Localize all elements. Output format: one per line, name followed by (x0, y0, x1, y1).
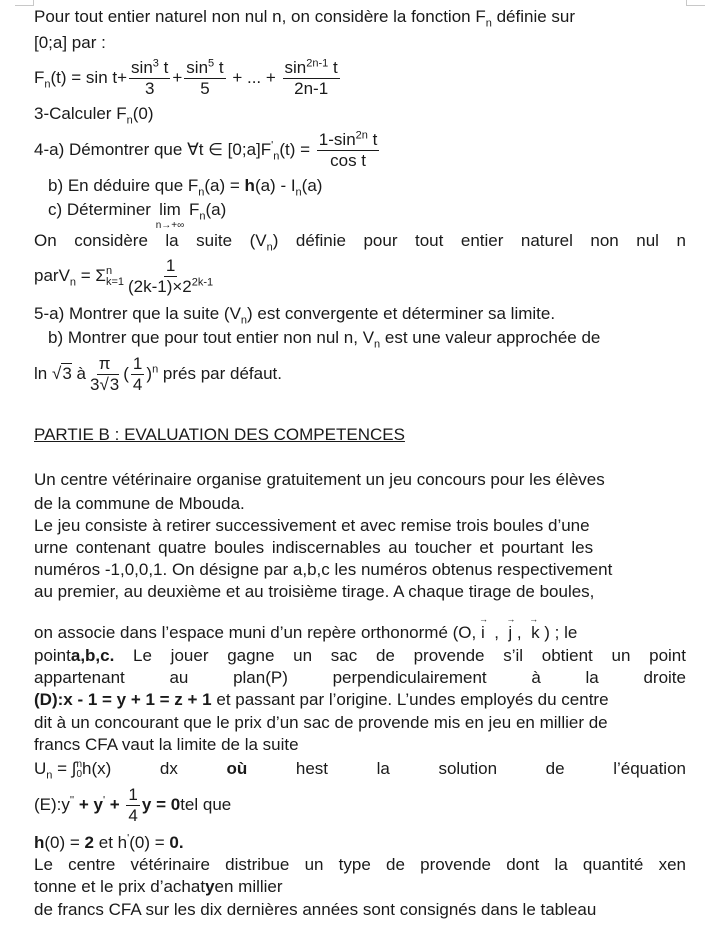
word: un (293, 646, 313, 665)
word: la (376, 759, 390, 778)
paragraph-4-line-1 (34, 854, 686, 876)
sum-upper: n (105, 264, 113, 277)
vector-j: → j (508, 622, 512, 644)
word: sac (330, 646, 358, 665)
q5b-text: b) Montrer que pour tout entier non nul n, V (48, 328, 375, 347)
word: l’équation (613, 759, 686, 778)
subscript: n (44, 78, 51, 91)
exponent: 3 (152, 57, 159, 70)
paragraph-2-line-2: urne contenant quatre boules indiscernables au toucher et pourtant les (34, 538, 594, 557)
denominator: 4 (132, 375, 143, 395)
word: s’il (503, 646, 524, 665)
fraction-quarter-E (126, 785, 139, 826)
subscript: n (295, 186, 302, 199)
word: dx (159, 759, 178, 778)
word: Le (133, 646, 152, 665)
vector-k: → k (531, 622, 540, 644)
paragraph-3-line-3 (34, 667, 686, 689)
part-b-heading: PARTIE B : EVALUATION DES COMPETENCES (34, 425, 405, 444)
denominator: 5 (200, 79, 210, 99)
suite-intro (34, 230, 686, 252)
subscript: n (273, 150, 280, 163)
word: de (386, 855, 405, 874)
lower-bound: 0 (76, 768, 82, 780)
fraction-derivative (317, 130, 380, 171)
q5a-text: 5-a) Montrer que la suite (V (34, 304, 241, 323)
zero: 0. (169, 833, 184, 852)
question-4c (48, 199, 700, 231)
fraction-term2 (184, 58, 225, 99)
word: xen (658, 855, 686, 874)
vector-i: → i (481, 622, 485, 644)
q4b-text: b) En déduire que F (48, 176, 199, 195)
line-D-equation: (D):x - 1 = y + 1 = z + 1 (34, 690, 212, 709)
word: gagne (227, 646, 275, 665)
word: considère (74, 231, 148, 250)
den-pre: 3 (89, 375, 100, 395)
word: provende (420, 855, 491, 874)
subscript: n (240, 314, 248, 327)
ln: ln (34, 364, 52, 383)
word: appartenant (34, 668, 125, 687)
word: obtient (541, 646, 593, 665)
repere-end: ) ; le (544, 623, 578, 642)
h0: (0) = (44, 833, 85, 852)
word: On (34, 231, 57, 250)
y-bold: y (205, 877, 215, 896)
subscript: n (126, 114, 133, 127)
word: la (165, 231, 179, 250)
exponent: 2n (355, 129, 368, 142)
q5a-end: ) est convergente et déterminer sa limite. (247, 304, 556, 323)
q4b-after: (a) - I (254, 176, 296, 195)
fraction-quarter (131, 354, 144, 395)
word: $(V_n)$ (249, 231, 279, 254)
paragraph-3-line-4 (34, 689, 686, 711)
word: suite (196, 231, 233, 250)
a-word: à (71, 364, 86, 383)
q3-text: 3-Calculer F (34, 104, 127, 123)
word: entier (460, 231, 504, 250)
q3-end: (0) (132, 104, 154, 123)
double-prime: '' (69, 794, 75, 807)
numerator: π (98, 354, 111, 374)
paren: ) (146, 364, 153, 383)
word: n (676, 231, 686, 250)
paragraph-2-line-1: Le jeu consiste à retirer successivement et avec remise trois boules d’une (34, 516, 590, 535)
paragraph-4-line-2 (34, 876, 686, 898)
upper-bound: n (76, 758, 82, 770)
paragraph-2-line-3: numéros -1,0,0,1. On désigne par a,b,c les numéros obtenus respectivement (34, 560, 613, 579)
initial-conditions (34, 832, 686, 854)
ellipsis: + ... + (227, 68, 281, 87)
word: solution (438, 759, 498, 778)
word: tout (415, 231, 444, 250)
den-sqrt: 3 (109, 375, 120, 395)
subscript: n (374, 338, 381, 351)
et-h: et h (94, 833, 128, 852)
word: nul (636, 231, 659, 250)
paragraph-3-line-1: on associe dans l’espace muni d’un repère orthonormé (O, → i , → j , → k ) ; le (34, 622, 686, 644)
repere-text: on associe dans l’espace muni d’un repère orthonormé (O, (34, 623, 481, 642)
Fn-lhs: (t) = sin t+ (50, 68, 128, 87)
Un-lhs (34, 758, 111, 780)
question-5b-line2: ln √3 à $\frac{\pi}{3√3}$ ( $\frac{1}{4}$ )$^n$ prés par défaut. (34, 354, 282, 395)
numerator: 1 (128, 785, 138, 805)
denominator: 4 (128, 806, 138, 826)
V-open: (V (249, 231, 267, 250)
sum-bounds (106, 266, 124, 288)
sin: sin (284, 58, 307, 78)
U-symbol: U (34, 759, 47, 778)
equation-E (34, 783, 686, 827)
sum-lower: k=1 (105, 275, 124, 288)
subscript: n (199, 210, 206, 223)
p4-pre: tonne et le prix d’achat (34, 877, 206, 896)
plus: + (105, 795, 125, 814)
eq-zero: = 0 (151, 795, 181, 814)
word: droite (643, 668, 686, 687)
sin: sin (131, 58, 153, 78)
exponent: 5 (208, 57, 215, 70)
fraction-pi: $\frac{\pi}{3√3}$ (89, 354, 120, 395)
p4-end: en millier (214, 877, 283, 896)
t: t (214, 58, 224, 78)
subscript: n (485, 17, 492, 30)
line-D-rest: et passant par l’origine. L’undes employés du centre (211, 690, 609, 709)
fraction-termn (283, 58, 340, 99)
prime: ' (102, 794, 106, 807)
intro-line-2: [0;a] par : (34, 33, 106, 52)
word: un (304, 855, 324, 874)
E-end: tel que (180, 795, 232, 814)
denominator: (2k-1)×2 (127, 277, 192, 297)
q4c-end: (a) (205, 200, 227, 219)
parV: parV (34, 266, 70, 285)
paragraph-3-line-6: francs CFA vaut la limite de la suite (34, 735, 299, 754)
page-corner-left (15, 0, 34, 6)
paragraph-3-line-2 (34, 645, 686, 667)
lim-under: n→+∞ (155, 220, 185, 231)
subscript: n (69, 276, 77, 289)
F-symbol: F (34, 68, 45, 87)
word: Le (34, 855, 53, 874)
Vn-definition (34, 254, 686, 298)
q4c-text: c) Déterminer (48, 200, 156, 219)
subscript: n (46, 769, 53, 782)
question-5a (34, 303, 686, 325)
intro-text-end: définie sur (491, 7, 576, 26)
abc-bold: a,b,c. (70, 646, 115, 665)
word: de (375, 646, 395, 665)
word: la (585, 668, 599, 687)
fraction-term1 (129, 58, 170, 99)
q4b-end: (a) (301, 176, 323, 195)
word: provende (413, 646, 485, 665)
word: non (590, 231, 619, 250)
paragraph-1-line-1: Un centre vétérinaire organise gratuitement un jeu concours pour les élèves (34, 470, 605, 489)
h-symbol: h (244, 176, 255, 195)
q5b-end2: prés par défaut. (158, 364, 282, 383)
limit (156, 199, 185, 231)
plus-y: + y (74, 795, 103, 814)
word: un (611, 646, 631, 665)
prime: ' (127, 832, 130, 845)
fraction-Vn (126, 256, 215, 297)
exponent: 2k-1 (191, 276, 214, 289)
question-4b (48, 175, 700, 197)
paren: ( (123, 364, 129, 383)
word: distribue (225, 855, 290, 874)
denominator: 2n-1 (294, 79, 329, 99)
word: à (531, 668, 541, 687)
word (34, 645, 114, 667)
two: 2 (84, 833, 95, 852)
exponent: 2n-1 (306, 57, 329, 70)
word: où (226, 759, 248, 778)
Un-definition (34, 758, 686, 780)
t: t (367, 130, 378, 150)
denominator: 3 (144, 79, 155, 99)
word: au (169, 668, 189, 687)
sqrt-value: 3 (62, 364, 72, 383)
intro-text: Pour tout entier naturel non nul n, on considère la fonction F (34, 7, 486, 26)
page-corner-right (686, 0, 705, 6)
numerator: 1 (165, 256, 176, 276)
paragraph-2-line-4: au premier, au deuxième et au troisième tirage. A chaque tirage de boules, (34, 582, 595, 601)
hx: h(x) (82, 759, 112, 778)
plus: + (172, 68, 183, 87)
word: naturel (520, 231, 573, 250)
exponent: n (152, 363, 159, 376)
numerator: 1 (132, 354, 143, 374)
E-pre: (E):y (34, 795, 70, 814)
paragraph-3-line-5: dit à un concourant que le prix d’un sac de provende mis en jeu en millier de (34, 713, 608, 732)
word: hest (295, 759, 328, 778)
word: type (338, 855, 371, 874)
word: vétérinaire (130, 855, 210, 874)
paragraph-1-line-2: de la commune de Mbouda. (34, 494, 245, 513)
lim-label: lim (159, 200, 181, 219)
paragraph-4-line-3: de francs CFA sur les dix dernières années sont consignés dans le tableau (34, 900, 597, 919)
t: t (158, 58, 169, 78)
word: jouer (170, 646, 209, 665)
q4a-text: 4-a) Démontrer que ∀t ∈ [0;a]F (34, 140, 272, 159)
word: pour (363, 231, 398, 250)
F-symbol: F (184, 200, 200, 219)
word: centre (68, 855, 116, 874)
question-4a (34, 128, 686, 172)
t: t (328, 58, 338, 78)
word: perpendiculairement (332, 668, 487, 687)
word: de (545, 759, 565, 778)
subscript: n (266, 241, 273, 254)
denominator: cos t (330, 151, 367, 171)
word: plan(P) (233, 668, 288, 687)
question-3 (34, 103, 686, 125)
q5b-end: est une valeur approchée de (380, 328, 601, 347)
sin: sin (186, 58, 209, 78)
integral-symbol: = ∫ (52, 759, 77, 778)
word: point (649, 646, 686, 665)
y: y (141, 795, 152, 814)
q4a-arg: (t) = (279, 140, 315, 159)
sum-symbol: = Σ (76, 266, 106, 285)
intro-line-1 (34, 6, 686, 28)
word: définie (295, 231, 346, 250)
subscript: n (198, 186, 205, 199)
h-symbol: h (34, 833, 45, 852)
point-word: point (34, 646, 71, 665)
q4b-mid: (a) = (204, 176, 245, 195)
hprime0: (0) = (129, 833, 170, 852)
word: dont (506, 855, 540, 874)
question-5b (48, 327, 686, 349)
word: la (554, 855, 568, 874)
numerator: 1-sin (318, 130, 356, 150)
prime: ' (271, 139, 274, 152)
Fn-definition (34, 56, 686, 100)
word: quantité (582, 855, 644, 874)
